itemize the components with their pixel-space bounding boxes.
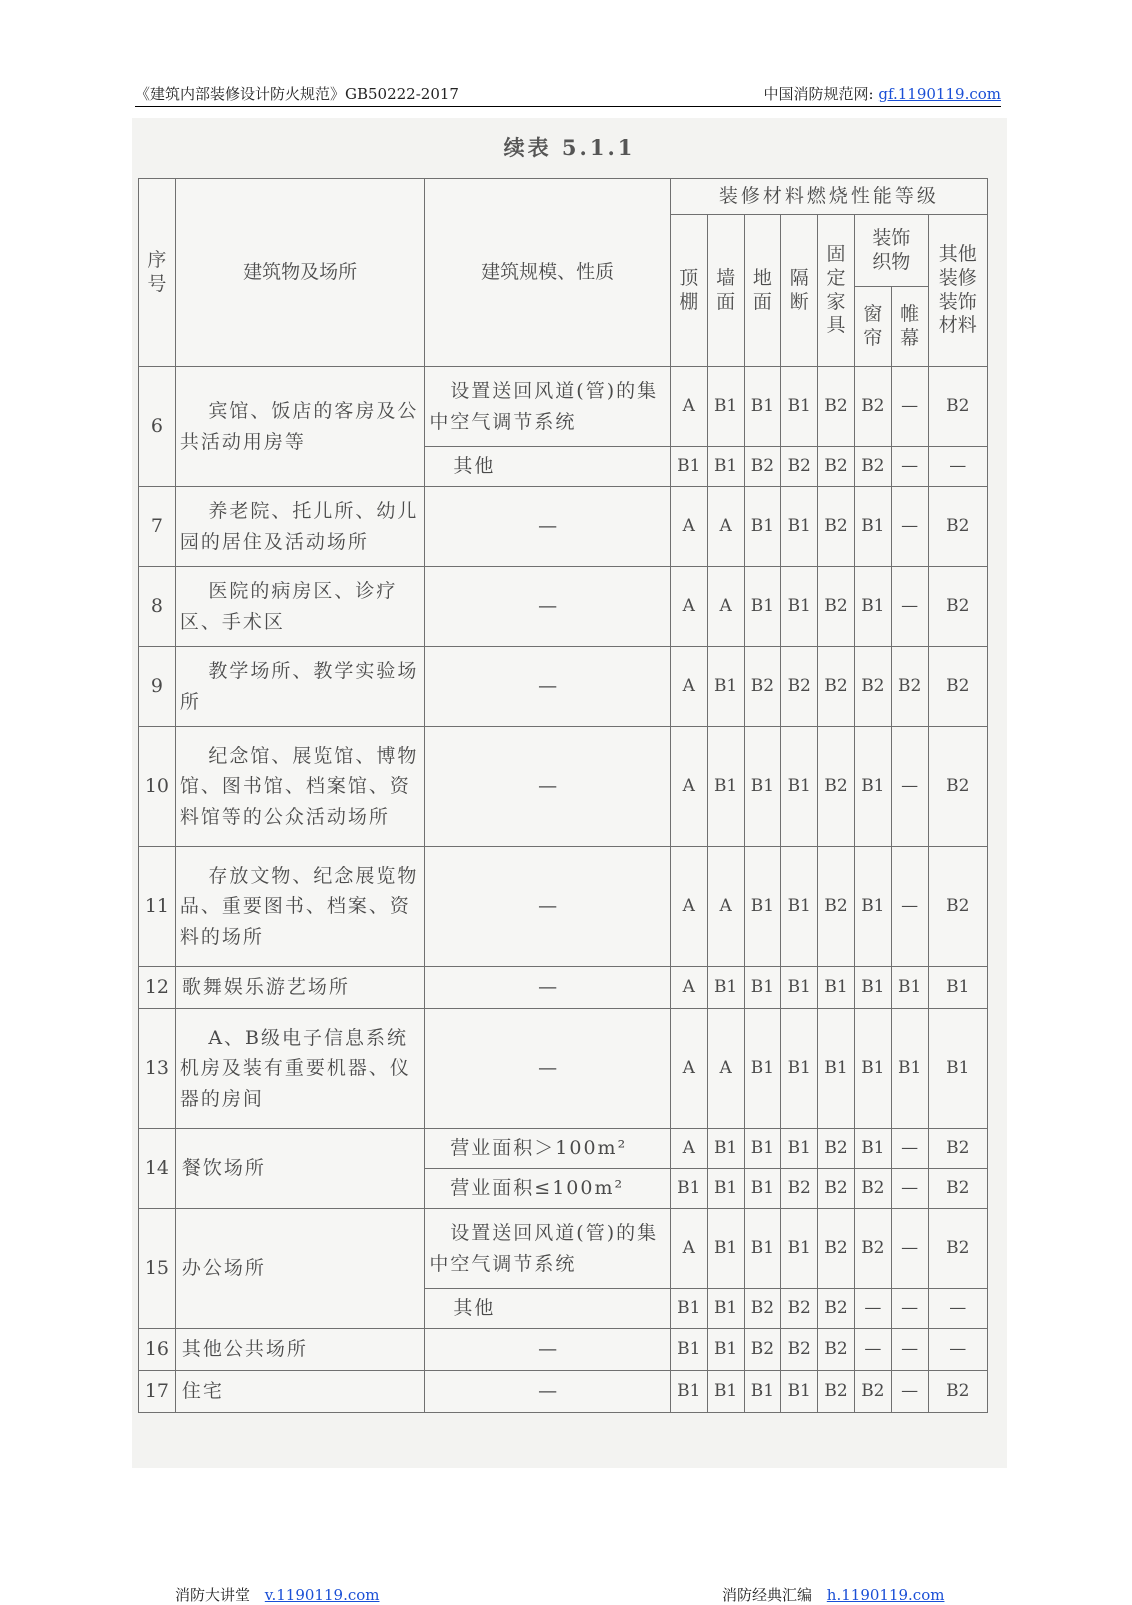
row-seq: 8 (139, 567, 176, 647)
grade-partition: B2 (781, 647, 818, 727)
grade-drape: — (891, 567, 928, 647)
head-drape: 帷 幕 (891, 287, 928, 367)
row-seq: 16 (139, 1329, 176, 1371)
footer-left (175, 1584, 380, 1605)
row-scale: — (425, 567, 670, 647)
footer-left-link[interactable]: v.1190119.com (264, 1586, 380, 1604)
grade-other: B2 (928, 487, 987, 567)
table-row (139, 487, 988, 567)
grade-drape: — (891, 847, 928, 967)
table-row (139, 967, 988, 1009)
row-scale: — (425, 647, 670, 727)
grade-other: B1 (928, 967, 987, 1009)
grade-floor: B1 (744, 567, 781, 647)
row-building: 教学场所、教学实验场所 (175, 647, 425, 727)
grade-partition: B1 (781, 1371, 818, 1413)
grade-floor: B1 (744, 1371, 781, 1413)
grade-floor: B1 (744, 967, 781, 1009)
row-seq: 14 (139, 1129, 176, 1209)
grade-drape: B1 (891, 967, 928, 1009)
grade-partition: B2 (781, 1329, 818, 1371)
grade-curtain: B2 (854, 1209, 891, 1289)
grade-furniture: B2 (818, 367, 855, 447)
row-scale: 其他 (425, 1289, 670, 1329)
head-floor: 地 面 (744, 215, 781, 367)
grade-drape: — (891, 1329, 928, 1371)
page-header (135, 82, 1001, 107)
grade-wall: A (707, 487, 744, 567)
grade-ceiling: B1 (670, 447, 707, 487)
grade-partition: B2 (781, 447, 818, 487)
grade-furniture: B1 (818, 1009, 855, 1129)
grade-partition: B1 (781, 967, 818, 1009)
table-row (139, 847, 988, 967)
grade-drape: — (891, 1209, 928, 1289)
grade-curtain: B1 (854, 1009, 891, 1129)
row-scale: — (425, 487, 670, 567)
grade-ceiling: A (670, 847, 707, 967)
grade-curtain: B1 (854, 847, 891, 967)
grade-other: — (928, 1329, 987, 1371)
grade-wall: B1 (707, 1169, 744, 1209)
grade-wall: B1 (707, 1371, 744, 1413)
footer-right (722, 1584, 944, 1605)
grade-ceiling: A (670, 1009, 707, 1129)
grade-floor: B1 (744, 1169, 781, 1209)
row-seq: 15 (139, 1209, 176, 1329)
row-scale: — (425, 1371, 670, 1413)
row-building: 宾馆、饭店的客房及公共活动用房等 (175, 367, 425, 487)
grade-drape: — (891, 487, 928, 567)
grade-other: B2 (928, 1371, 987, 1413)
table-row (139, 1329, 988, 1371)
row-building: 医院的病房区、诊疗区、手术区 (175, 567, 425, 647)
site-reference (764, 83, 1001, 104)
grade-wall: B1 (707, 727, 744, 847)
grade-floor: B1 (744, 847, 781, 967)
row-building: A、B级电子信息系统机房及装有重要机器、仪器的房间 (175, 1009, 425, 1129)
grade-ceiling: B1 (670, 1329, 707, 1371)
grade-curtain: — (854, 1289, 891, 1329)
grade-other: B2 (928, 1129, 987, 1169)
grade-curtain: — (854, 1329, 891, 1371)
grade-ceiling: A (670, 727, 707, 847)
footer-left-label: 消防大讲堂 (175, 1586, 251, 1604)
grade-partition: B2 (781, 1169, 818, 1209)
grade-wall: B1 (707, 1329, 744, 1371)
head-furniture: 固 定 家 具 (818, 215, 855, 367)
grade-curtain: B1 (854, 727, 891, 847)
footer-right-label: 消防经典汇编 (722, 1586, 813, 1604)
grade-other: B2 (928, 847, 987, 967)
table-row (139, 567, 988, 647)
grade-wall: A (707, 1009, 744, 1129)
grade-curtain: B2 (854, 647, 891, 727)
grade-drape: — (891, 1371, 928, 1413)
grade-curtain: B2 (854, 1169, 891, 1209)
row-scale: 营业面积≤100m² (425, 1169, 670, 1209)
grade-floor: B1 (744, 1129, 781, 1169)
head-wall: 墙 面 (707, 215, 744, 367)
grade-furniture: B2 (818, 1129, 855, 1169)
row-scale: 其他 (425, 447, 670, 487)
grade-other: B2 (928, 727, 987, 847)
grade-furniture: B1 (818, 967, 855, 1009)
grade-curtain: B1 (854, 567, 891, 647)
row-seq: 12 (139, 967, 176, 1009)
row-scale: — (425, 1009, 670, 1129)
grade-drape: B1 (891, 1009, 928, 1129)
scanned-table-image (132, 118, 1007, 1468)
row-building: 住宅 (175, 1371, 425, 1413)
grade-furniture: B2 (818, 1329, 855, 1371)
row-building: 歌舞娱乐游艺场所 (175, 967, 425, 1009)
row-seq: 11 (139, 847, 176, 967)
row-building: 办公场所 (175, 1209, 425, 1329)
row-seq: 6 (139, 367, 176, 487)
grade-furniture: B2 (818, 567, 855, 647)
row-seq: 13 (139, 1009, 176, 1129)
grade-partition: B1 (781, 1009, 818, 1129)
grade-other: B1 (928, 1009, 987, 1129)
grade-partition: B1 (781, 367, 818, 447)
grade-drape: B2 (891, 647, 928, 727)
row-scale: — (425, 1329, 670, 1371)
row-building: 其他公共场所 (175, 1329, 425, 1371)
row-seq: 9 (139, 647, 176, 727)
table-row (139, 1129, 988, 1169)
row-seq: 7 (139, 487, 176, 567)
grade-curtain: B2 (854, 1371, 891, 1413)
grade-floor: B1 (744, 1009, 781, 1129)
grade-floor: B1 (744, 1209, 781, 1289)
grade-wall: B1 (707, 1289, 744, 1329)
row-scale: 营业面积＞100m² (425, 1129, 670, 1169)
table-row (139, 1371, 988, 1413)
grade-curtain: B1 (854, 967, 891, 1009)
grade-drape: — (891, 727, 928, 847)
grade-wall: A (707, 567, 744, 647)
grade-furniture: B2 (818, 487, 855, 567)
grade-other: — (928, 447, 987, 487)
row-scale: — (425, 847, 670, 967)
row-building: 餐饮场所 (175, 1129, 425, 1209)
row-scale: 设置送回风道(管)的集中空气调节系统 (425, 367, 670, 447)
grade-floor: B2 (744, 447, 781, 487)
grade-drape: — (891, 1129, 928, 1169)
grade-other: B2 (928, 1209, 987, 1289)
grade-floor: B2 (744, 647, 781, 727)
grade-ceiling: A (670, 647, 707, 727)
grade-partition: B1 (781, 1129, 818, 1169)
head-ceiling: 顶 棚 (670, 215, 707, 367)
grade-partition: B1 (781, 487, 818, 567)
grade-drape: — (891, 367, 928, 447)
table-title: 续表 5.1.1 (503, 135, 636, 160)
head-textile: 装饰 织物 (854, 215, 928, 287)
site-link[interactable]: gf.1190119.com (878, 85, 1001, 103)
row-scale: 设置送回风道(管)的集中空气调节系统 (425, 1209, 670, 1289)
grade-partition: B1 (781, 567, 818, 647)
grade-ceiling: B1 (670, 1169, 707, 1209)
grade-curtain: B1 (854, 487, 891, 567)
grade-wall: B1 (707, 967, 744, 1009)
table-row (139, 647, 988, 727)
grade-ceiling: A (670, 1129, 707, 1169)
row-building: 养老院、托儿所、幼儿园的居住及活动场所 (175, 487, 425, 567)
grade-floor: B1 (744, 367, 781, 447)
head-partition: 隔 断 (781, 215, 818, 367)
row-scale: — (425, 967, 670, 1009)
grade-furniture: B2 (818, 1371, 855, 1413)
head-curtain: 窗 帘 (854, 287, 891, 367)
grade-other: B2 (928, 647, 987, 727)
grade-furniture: B2 (818, 847, 855, 967)
grade-furniture: B2 (818, 1209, 855, 1289)
grade-ceiling: B1 (670, 1289, 707, 1329)
grade-curtain: B2 (854, 447, 891, 487)
grade-wall: A (707, 847, 744, 967)
head-building: 建筑物及场所 (175, 179, 425, 367)
grade-other: B2 (928, 367, 987, 447)
grade-ceiling: A (670, 567, 707, 647)
grade-ceiling: A (670, 967, 707, 1009)
grade-floor: B1 (744, 487, 781, 567)
grade-floor: B2 (744, 1289, 781, 1329)
table-row (139, 727, 988, 847)
grade-drape: — (891, 1169, 928, 1209)
document-title: 《建筑内部装修设计防火规范》GB50222-2017 (135, 85, 459, 103)
grade-wall: B1 (707, 447, 744, 487)
grade-partition: B1 (781, 847, 818, 967)
grade-ceiling: A (670, 487, 707, 567)
head-grade-group: 装修材料燃烧性能等级 (670, 179, 987, 215)
head-other: 其他 装修 装饰 材料 (928, 215, 987, 367)
grade-ceiling: A (670, 367, 707, 447)
grade-other: B2 (928, 567, 987, 647)
grade-furniture: B2 (818, 1169, 855, 1209)
grade-other: B2 (928, 1169, 987, 1209)
grade-floor: B1 (744, 727, 781, 847)
grade-drape: — (891, 1289, 928, 1329)
grade-furniture: B2 (818, 647, 855, 727)
row-seq: 17 (139, 1371, 176, 1413)
table-row (139, 1209, 988, 1289)
fire-rating-table (138, 178, 988, 1413)
grade-curtain: B1 (854, 1129, 891, 1169)
row-building: 存放文物、纪念展览物品、重要图书、档案、资料的场所 (175, 847, 425, 967)
row-scale: — (425, 727, 670, 847)
grade-ceiling: B1 (670, 1371, 707, 1413)
head-seq: 序 号 (139, 179, 176, 367)
grade-partition: B1 (781, 1209, 818, 1289)
row-building: 纪念馆、展览馆、博物馆、图书馆、档案馆、资料馆等的公众活动场所 (175, 727, 425, 847)
grade-floor: B2 (744, 1329, 781, 1371)
grade-wall: B1 (707, 367, 744, 447)
grade-drape: — (891, 447, 928, 487)
grade-ceiling: A (670, 1209, 707, 1289)
grade-wall: B1 (707, 1129, 744, 1169)
grade-wall: B1 (707, 1209, 744, 1289)
grade-other: — (928, 1289, 987, 1329)
grade-furniture: B2 (818, 727, 855, 847)
site-label: 中国消防规范网: (763, 85, 874, 103)
grade-partition: B1 (781, 727, 818, 847)
grade-curtain: B2 (854, 367, 891, 447)
grade-partition: B2 (781, 1289, 818, 1329)
row-seq: 10 (139, 727, 176, 847)
grade-furniture: B2 (818, 447, 855, 487)
footer-right-link[interactable]: h.1190119.com (826, 1586, 945, 1604)
head-scale: 建筑规模、性质 (425, 179, 670, 367)
table-row (139, 1009, 988, 1129)
grade-wall: B1 (707, 647, 744, 727)
grade-furniture: B2 (818, 1289, 855, 1329)
table-row (139, 367, 988, 447)
